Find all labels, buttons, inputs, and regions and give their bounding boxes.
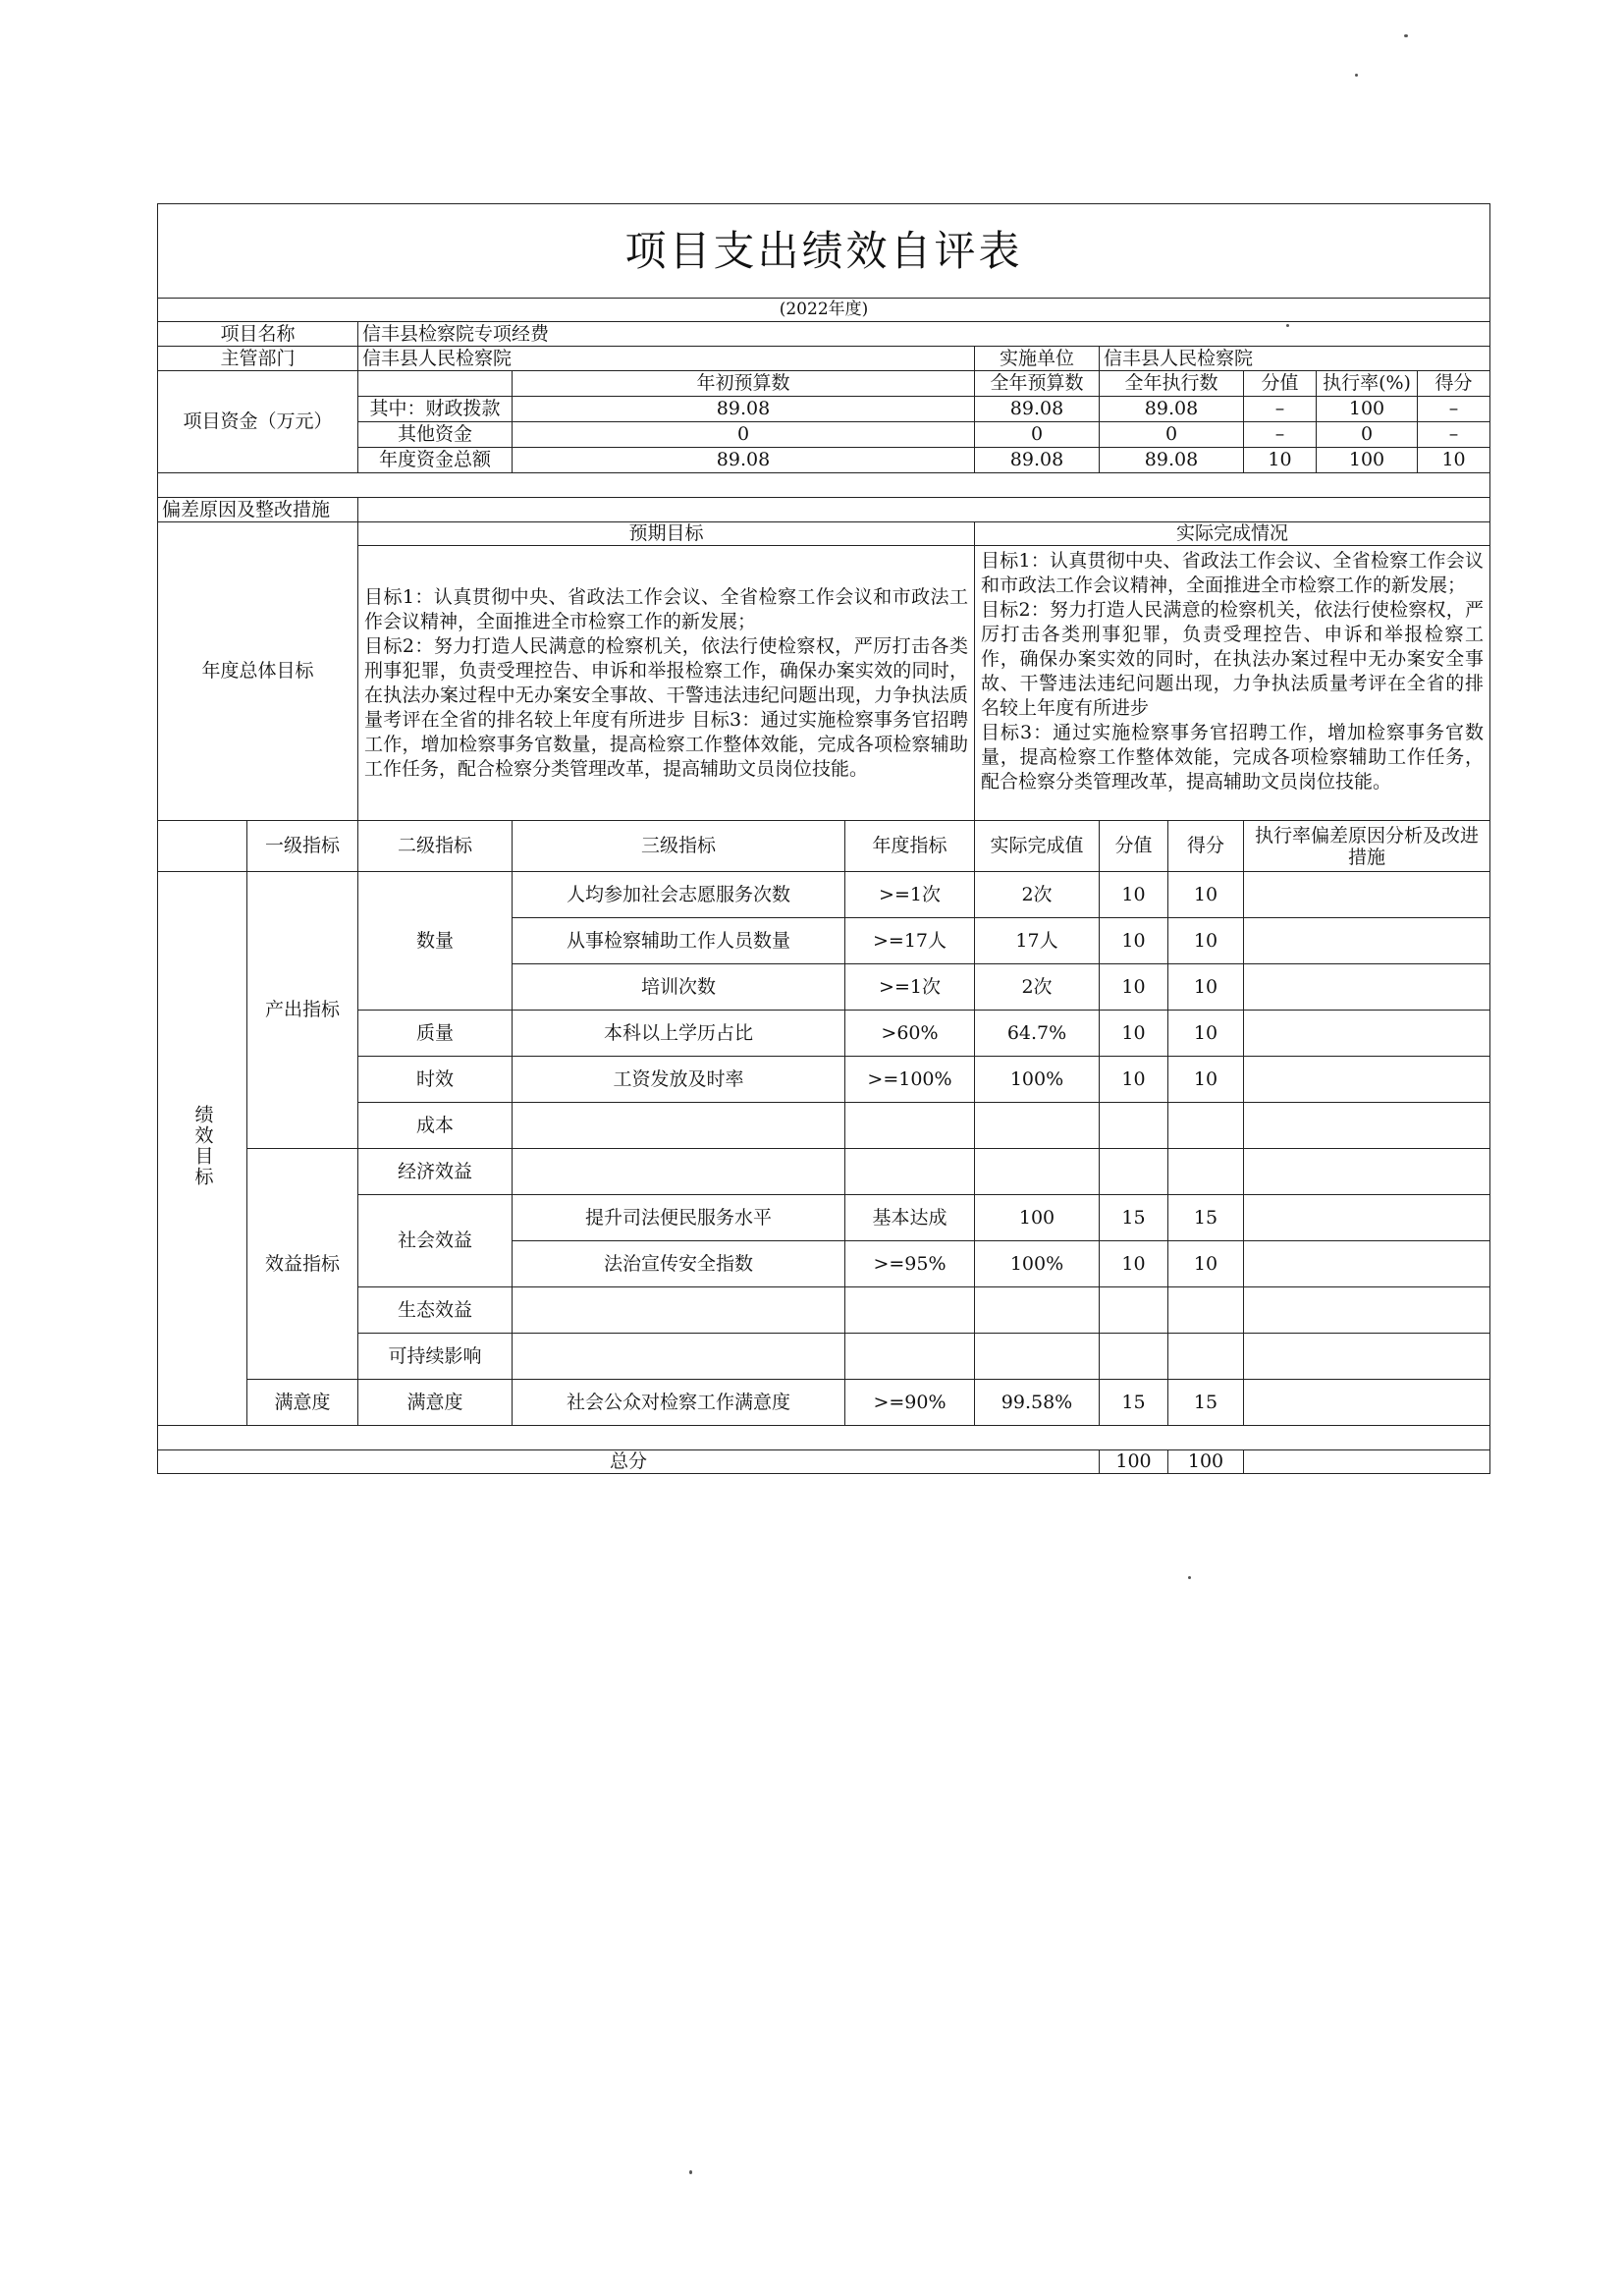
actual-value [975,1334,1100,1380]
got-value [1168,1149,1244,1195]
funds-cell: 89.08 [1100,448,1244,473]
level3-name: 提升司法便民服务水平 [513,1195,845,1241]
score-value: 10 [1100,1241,1168,1287]
funds-header-split [1244,371,1490,397]
got-value [1168,1103,1244,1149]
funds-cell: 100 [1317,448,1418,472]
got-value: 10 [1168,1241,1244,1287]
annual-target: >=100% [845,1057,975,1103]
funds-cell: 0 [1100,422,1244,448]
indicator-row [158,1149,1490,1195]
level2-satisfaction: 满意度 [358,1380,513,1426]
score-value [1100,1103,1168,1149]
level2-cost: 成本 [358,1103,513,1149]
project-name-value: 信丰县检察院专项经费 [358,322,1490,347]
funds-cell: 0 [513,422,975,448]
indicator-header: 执行率偏差原因分析及改进措施 [1244,821,1490,872]
spacer-row [158,1426,1490,1450]
got-value: 10 [1168,918,1244,964]
level2-quantity: 数量 [358,872,513,1011]
funds-cell: 89.08 [975,397,1100,422]
funds-cell: – [1244,397,1317,421]
level3-name: 从事检察辅助工作人员数量 [513,918,845,964]
level3-name: 社会公众对检察工作满意度 [513,1380,845,1426]
funds-row [158,422,1490,448]
expected-goal-text: 目标1：认真贯彻中央、省政法工作会议、全省检察工作会议和市政法工作会议精神，全面推进全市检察工作的新发展； 目标2：努力打造人民满意的检察机关，依法行使检察权，严厉打击各类刑事犯罪，负责受理控告、申诉和举报检察工作，确保办案实效的同时，在执法办案过程中无办案安全事故、干警违法违纪问题出现，力争执法质量考评在全省的排名较上年度有所进步 目标3：通过实施检察事务官招聘工作，增加检察事务官数量，提高检察工作整体效能，完成各项检察辅助工作任务，配合检察分类管理改革，提高辅助文员岗位技能。 [358,546,975,821]
score-value: 10 [1100,1057,1168,1103]
funds-header: 分值 [1244,371,1317,396]
level3-name [513,1149,845,1195]
scan-speck [1188,1576,1191,1579]
funds-cell-split [1244,422,1490,448]
actual-value [975,1103,1100,1149]
funds-cell: 89.08 [975,448,1100,473]
got-value: 10 [1168,964,1244,1011]
funds-cell-split [1244,397,1490,422]
level3-name: 工资发放及时率 [513,1057,845,1103]
got-value: 10 [1168,1011,1244,1057]
score-value [1100,1287,1168,1334]
indicator-row [158,1057,1490,1103]
indicator-row [158,872,1490,918]
dept-value: 信丰县人民检察院 [358,347,975,371]
funds-cell: 10 [1244,448,1317,472]
funds-row-name: 其他资金 [358,422,513,448]
level1-output: 产出指标 [247,872,358,1149]
total-note [1244,1450,1490,1474]
indicator-header: 三级指标 [513,821,845,872]
annual-target [845,1287,975,1334]
level3-name [513,1287,845,1334]
score-value: 15 [1100,1195,1168,1241]
level3-name [513,1334,845,1380]
deviation-note [1244,1103,1490,1149]
level2-economic: 经济效益 [358,1149,513,1195]
got-value [1168,1334,1244,1380]
annual-target: >=17人 [845,918,975,964]
level3-name: 培训次数 [513,964,845,1011]
unit-label: 实施单位 [975,347,1100,371]
total-label: 总分 [158,1450,1100,1474]
annual-target [845,1334,975,1380]
got-value: 15 [1168,1380,1244,1426]
annual-target: >60% [845,1011,975,1057]
deviation-note [1244,1287,1490,1334]
performance-goal-side-label: 绩效目标 [158,872,247,1426]
got-value: 15 [1168,1195,1244,1241]
funds-cell: 0 [1317,422,1418,447]
indicator-header: 二级指标 [358,821,513,872]
deviation-note [1244,1195,1490,1241]
deviation-note [1244,1011,1490,1057]
performance-evaluation-sheet [157,203,1489,1474]
funds-cell: 89.08 [513,448,975,473]
funds-cell: 89.08 [1100,397,1244,422]
level2-social: 社会效益 [358,1195,513,1287]
deviation-note [1244,872,1490,918]
level2-sustainable: 可持续影响 [358,1334,513,1380]
got-value [1168,1287,1244,1334]
deviation-note [1244,1380,1490,1426]
score-value: 10 [1100,918,1168,964]
funds-cell: 100 [1317,397,1418,421]
form-title: 项目支出绩效自评表 [158,204,1490,299]
score-value: 10 [1100,964,1168,1011]
deviation-note [1244,918,1490,964]
actual-value [975,1287,1100,1334]
annual-target: >=95% [845,1241,975,1287]
got-value: 10 [1168,1057,1244,1103]
total-score: 100 [1100,1450,1168,1474]
indicator-header: 一级指标 [247,821,358,872]
deviation-note [1244,1241,1490,1287]
actual-value: 17人 [975,918,1100,964]
indicator-header: 得分 [1168,821,1244,872]
funds-cell-split [1244,448,1490,473]
funds-row [158,448,1490,473]
actual-value [975,1149,1100,1195]
dept-label: 主管部门 [158,347,358,371]
project-name-label: 项目名称 [158,322,358,347]
indicator-header: 实际完成值 [975,821,1100,872]
scan-speck [1355,74,1358,77]
actual-value: 2次 [975,872,1100,918]
spacer-row [158,473,1490,498]
annual-target [845,1103,975,1149]
indicator-header: 分值 [1100,821,1168,872]
got-value: 10 [1168,872,1244,918]
deviation-label: 偏差原因及整改措施 [158,498,358,522]
funds-cell: – [1448,398,1459,419]
scan-speck [689,2170,692,2174]
annual-target: >=90% [845,1380,975,1426]
score-value: 10 [1100,1011,1168,1057]
annual-target: 基本达成 [845,1195,975,1241]
indicator-row [158,1287,1490,1334]
indicator-row [158,1334,1490,1380]
level2-quality: 质量 [358,1011,513,1057]
funds-cell: – [1448,423,1459,445]
actual-value: 64.7% [975,1011,1100,1057]
indicator-row [158,1380,1490,1426]
actual-value: 100 [975,1195,1100,1241]
funds-row-name: 年度资金总额 [358,448,513,473]
form-year: (2022年度) [158,299,1490,322]
annual-target [845,1149,975,1195]
level3-name: 人均参加社会志愿服务次数 [513,872,845,918]
level1-benefit: 效益指标 [247,1149,358,1380]
level3-name [513,1103,845,1149]
funds-cell: – [1244,422,1317,447]
annual-target: >=1次 [845,964,975,1011]
deviation-note [1244,1334,1490,1380]
evaluation-table [157,203,1490,1474]
actual-value: 100% [975,1057,1100,1103]
annual-goal-label: 年度总体目标 [158,522,358,821]
actual-goal-header: 实际完成情况 [975,522,1490,546]
score-value: 15 [1100,1380,1168,1426]
indicator-header: 年度指标 [845,821,975,872]
funds-header-blank [358,371,513,397]
indicator-row [158,1011,1490,1057]
score-value [1100,1149,1168,1195]
deviation-note [1244,1057,1490,1103]
funds-cell: 10 [1441,449,1466,470]
unit-value: 信丰县人民检察院 [1100,347,1490,371]
level2-ecological: 生态效益 [358,1287,513,1334]
level3-name: 法治宣传安全指数 [513,1241,845,1287]
level3-name: 本科以上学历占比 [513,1011,845,1057]
deviation-note [1244,1149,1490,1195]
funds-row [158,397,1490,422]
indicator-header-blank [158,821,247,872]
funds-header: 执行率(%) [1317,371,1418,396]
level2-timeliness: 时效 [358,1057,513,1103]
deviation-value [358,498,1490,522]
indicator-row [158,1103,1490,1149]
annual-target: >=1次 [845,872,975,918]
expected-goal-header: 预期目标 [358,522,975,546]
funds-header: 得分 [1434,372,1473,394]
level1-satisfaction: 满意度 [247,1380,358,1426]
actual-value: 99.58% [975,1380,1100,1426]
actual-value: 100% [975,1241,1100,1287]
deviation-note [1244,964,1490,1011]
funds-row-name: 其中：财政拨款 [358,397,513,422]
indicator-row [158,1195,1490,1241]
funds-label: 项目资金（万元） [158,371,358,473]
scan-speck [1404,34,1408,37]
funds-cell: 89.08 [513,397,975,422]
score-value: 10 [1100,872,1168,918]
funds-header: 全年预算数 [975,371,1100,397]
funds-header: 年初预算数 [513,371,975,397]
total-got: 100 [1168,1450,1244,1474]
actual-goal-text: 目标1：认真贯彻中央、省政法工作会议、全省检察工作会议和市政法工作会议精神，全面推进全市检察工作的新发展； 目标2：努力打造人民满意的检察机关，依法行使检察权，严厉打击各类刑事犯罪，负责受理控告、申诉和举报检察工作，确保办案实效的同时，在执法办案过程中无办案安全事故、干警违法违纪问题出现，力争执法质量考评在全省的排名较上年度有所进步 目标3：通过实施检察事务官招聘工作，增加检察事务官数量，提高检察工作整体效能，完成各项检察辅助工作任务，配合检察分类管理改革，提高辅助文员岗位技能。 [975,546,1490,821]
actual-value: 2次 [975,964,1100,1011]
score-value [1100,1334,1168,1380]
funds-cell: 0 [975,422,1100,448]
funds-header: 全年执行数 [1100,371,1244,397]
